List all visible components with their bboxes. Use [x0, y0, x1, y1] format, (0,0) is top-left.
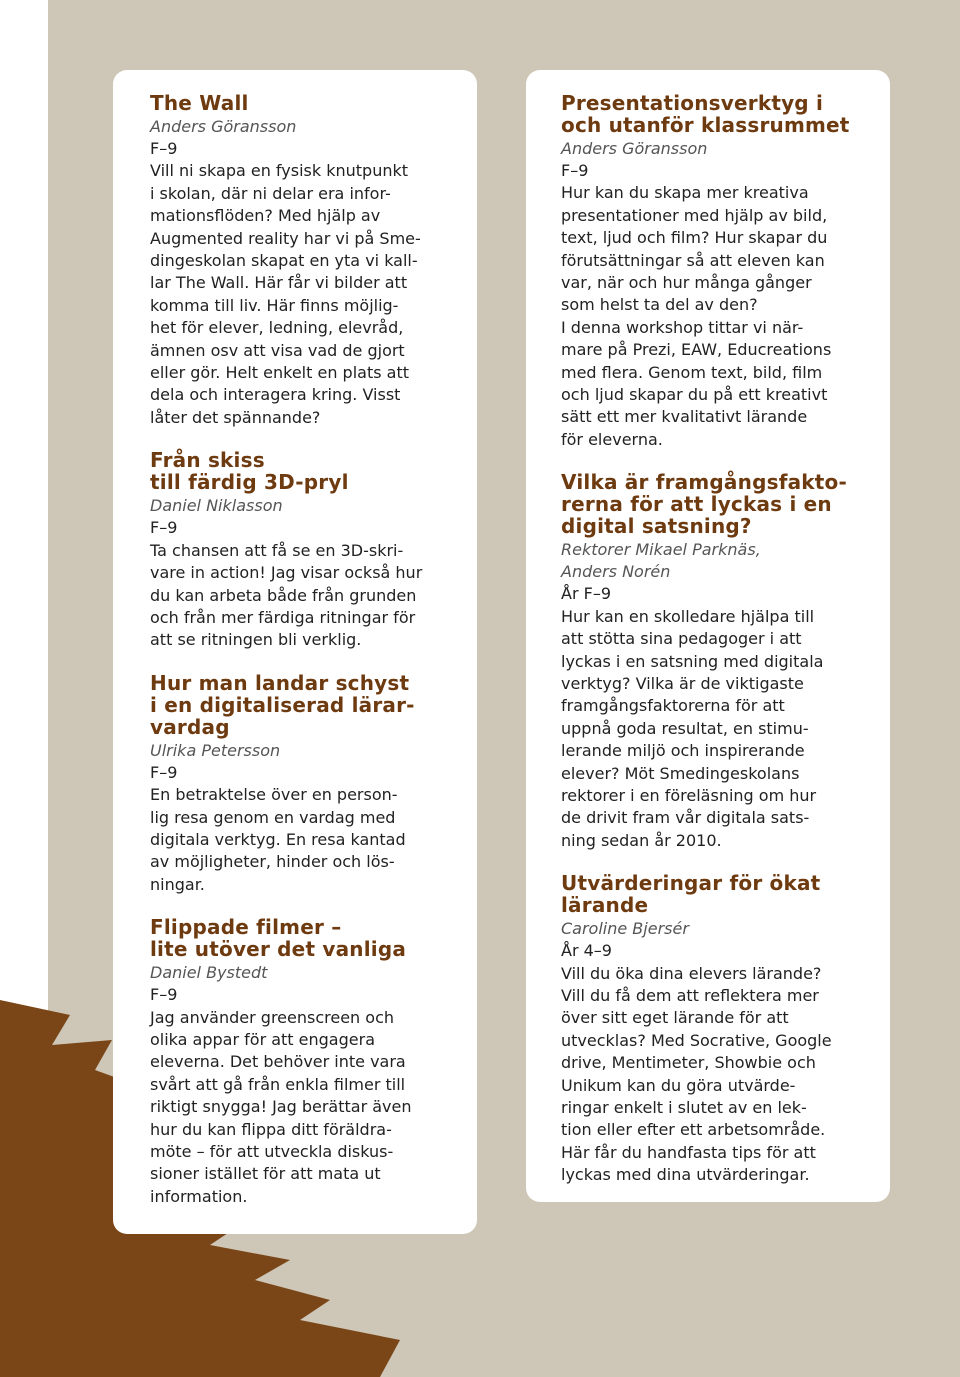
session-description: Hur kan en skolledare hjälpa till att stötta sina pedagoger i att lyckas i en satsning med digitala verktyg? Vilka är de viktigaste framgångsfaktorerna för att uppnå goda resultat, en stimu- lerande miljö och inspirerande elever? Möt Smedingeskolans rektorer i en föreläsning om hur de drivit fram vår digitala sats- ning sedan år 2010.	[561, 606, 824, 850]
session-presentationsverktyg	[561, 92, 870, 451]
session-description: Ta chansen att få se en 3D-skri- vare in action! Jag visar också hur du kan arbeta både från grunden och från mer färdiga ritningar för att se ritningen bli verklig.	[150, 540, 423, 650]
session-flippade-filmer	[150, 916, 447, 1208]
session-grade: År 4–9	[561, 941, 612, 961]
session-description: En betraktelse över en person- lig resa genom en vardag med digitala verktyg. En resa kantad av möjligheter, hinder och lös- ningar.	[150, 785, 406, 894]
session-digital-vardag	[150, 672, 447, 896]
session-title: Vilka är framgångsfakto- rerna för att lyckas i en digital satsning?	[561, 470, 847, 539]
session-title: The Wall	[150, 91, 249, 115]
session-author: Daniel Niklasson	[150, 496, 283, 516]
session-title: Presentationsverktyg i och utanför klassrummet	[561, 91, 850, 137]
session-3d-pryl	[150, 449, 447, 651]
session-grade: År F–9	[561, 584, 611, 604]
session-author: Rektorer Mikael Parknäs, Anders Norén	[561, 540, 761, 582]
session-description: Vill ni skapa en fysisk knutpunkt i skolan, där ni delar era infor- mationsflöden? Med hjälp av Augmented reality har vi på Sme- dingeskolan skapat en yta vi kall- lar The Wall. Här får vi bilder att komma till liv. Här finns möjlig- het för elever, ledning, elevråd, ämnen osv att visa vad de gjort eller gör. Helt enkelt en plats att dela och interagera kring. Visst låter det spännande?	[150, 161, 421, 427]
session-description: Jag använder greenscreen och olika appar för att engagera eleverna. Det behöver inte vara svårt att gå från enkla filmer till riktigt snygga! Jag berättar även hur du kan flippa ditt föräldra- möte – för att utveckla diskus- sioner istället för att mata ut information.	[150, 1007, 412, 1206]
session-description: Hur kan du skapa mer kreativa presentationer med hjälp av bild, text, ljud och film? Hur skapar du förutsättningar så att eleven kan var, när och hur många gånger som helst ta del av den? I denna workshop tittar vi när- mare på Prezi, EAW, Educreations med flera. Genom text, bild, film och ljud skapar du på ett kreativt sätt ett mer kvalitativt lärande för eleverna.	[561, 183, 832, 449]
session-grade: F–9	[150, 518, 178, 538]
session-author: Daniel Bystedt	[150, 963, 268, 983]
session-grade: F–9	[561, 161, 589, 180]
session-utvarderingar	[561, 872, 870, 1186]
session-author: Ulrika Petersson	[150, 740, 281, 760]
session-grade: F–9	[150, 985, 178, 1005]
session-grade: F–9	[150, 762, 178, 782]
left-program-panel	[113, 70, 477, 1234]
session-author: Caroline Bjersér	[561, 919, 689, 939]
session-grade: F–9	[150, 139, 178, 158]
session-title: Flippade filmer – lite utöver det vanliga	[150, 915, 407, 962]
session-author: Anders Göransson	[561, 139, 708, 158]
session-author: Anders Göransson	[150, 117, 297, 136]
session-description: Vill du öka dina elevers lärande? Vill du få dem att reflektera mer över sitt eget lärande för att utvecklas? Med Socrative, Google drive, Mentimeter, Showbie och Unikum kan du göra utvärde- ringar enkelt i slutet av en lek- tion eller efter ett arbetsområde. Här får du handfasta tips för att lyckas med dina utvärderingar.	[561, 963, 832, 1185]
session-title: Hur man landar schyst i en digitaliserad lärar- vardag	[150, 670, 415, 739]
session-title: Utvärderingar för ökat lärande	[561, 871, 821, 918]
session-framgangsfaktorer	[561, 471, 870, 852]
session-the-wall	[150, 92, 447, 429]
session-title: Från skiss till färdig 3D-pryl	[150, 448, 349, 495]
right-program-panel	[526, 70, 890, 1202]
